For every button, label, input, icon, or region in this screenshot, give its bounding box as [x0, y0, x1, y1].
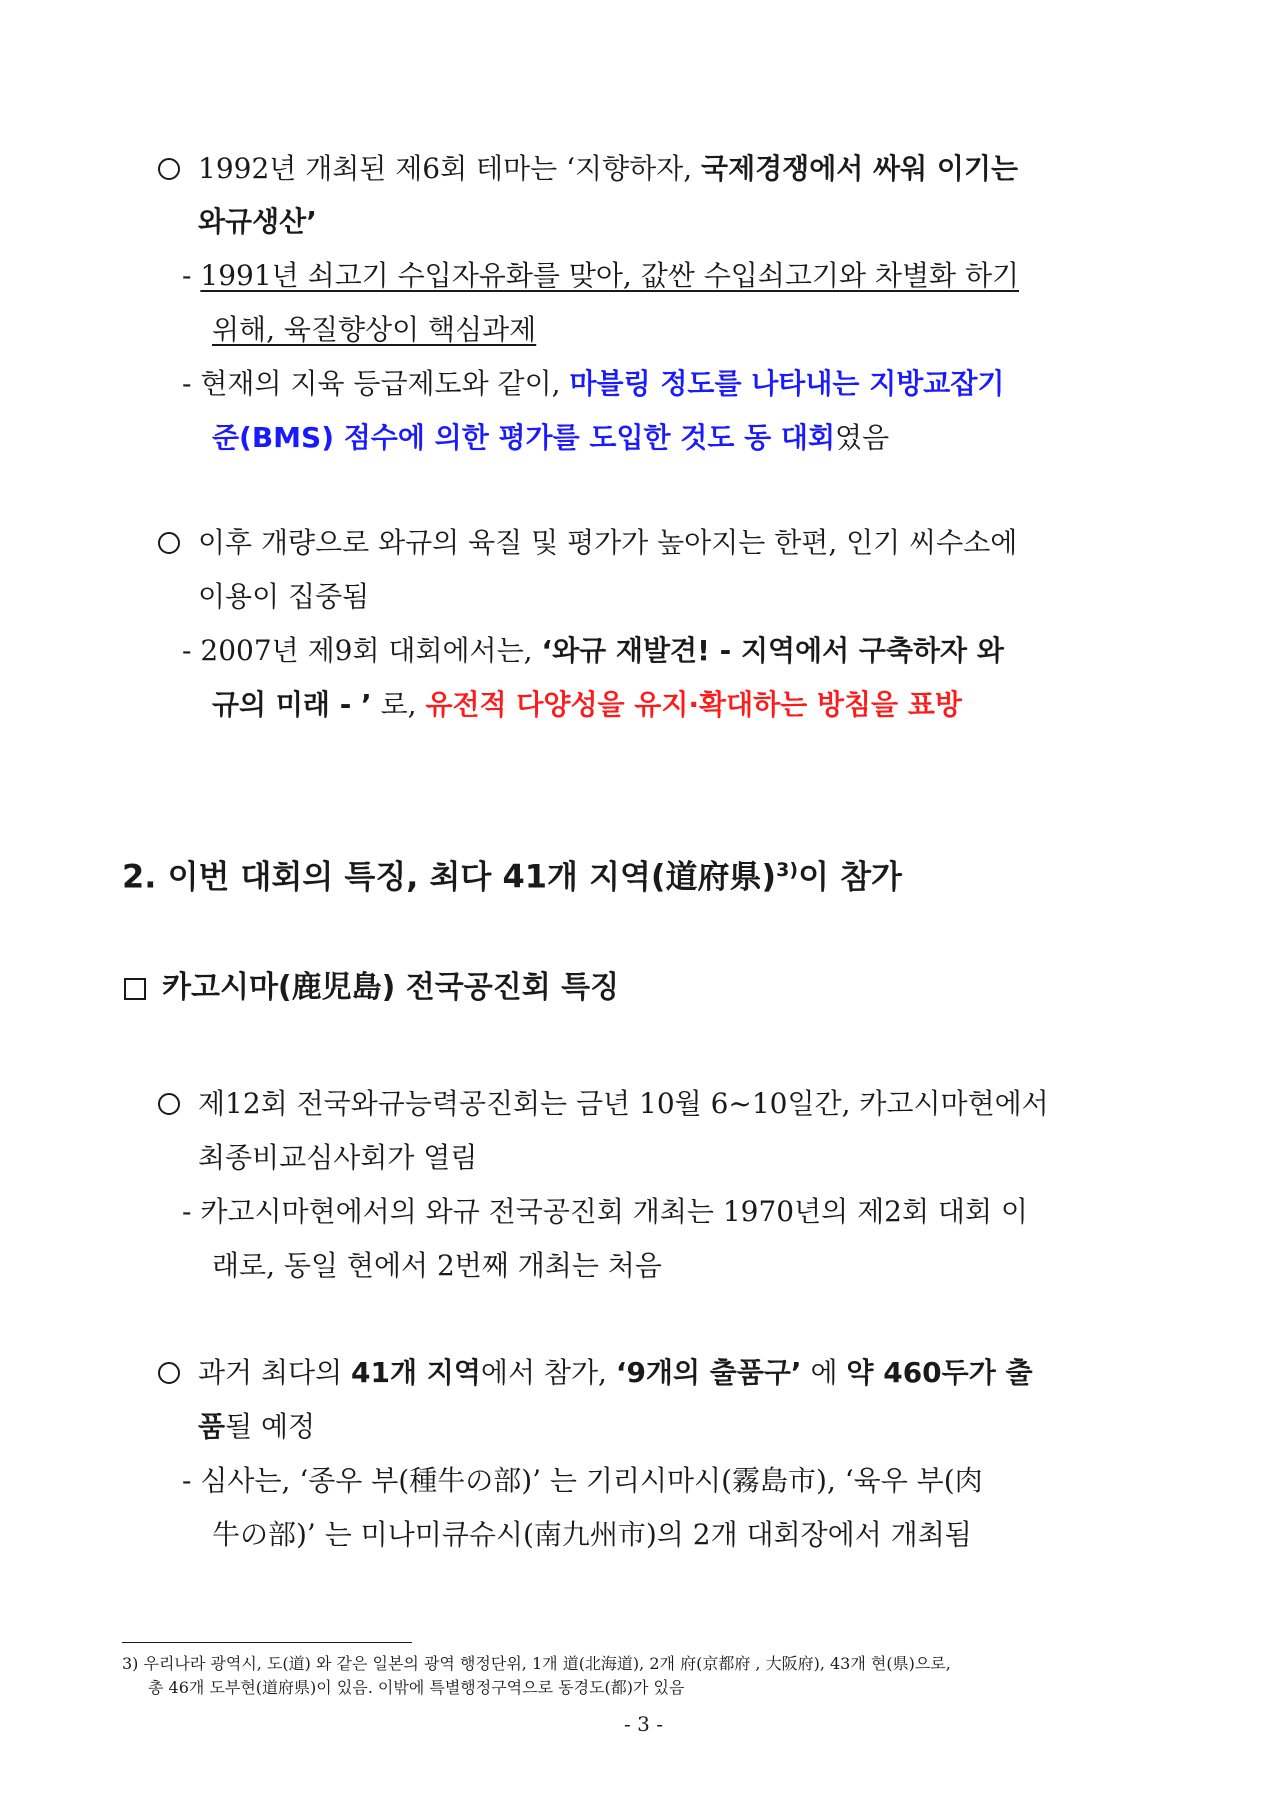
- dash-marker: -: [182, 1464, 201, 1497]
- footnote-divider: [122, 1642, 412, 1643]
- circle-bullet-icon: [158, 1362, 180, 1384]
- bullet-1992-theme-cont: 와규생산’: [198, 205, 317, 238]
- bullet-41-regions: 과거 최다의 41개 지역에서 참가, ‘9개의 출품구’ 에 약 460두가 출: [198, 1356, 1033, 1389]
- dash-judging-venues: - 심사는, ‘종우 부(種牛の部)’ 는 기리시마시(霧島市), ‘육우 부(肉: [182, 1464, 983, 1497]
- page-number: - 3 -: [624, 1712, 663, 1736]
- circle-bullet-icon: [158, 1093, 180, 1115]
- bullet-12th-competition: 제12회 전국와규능력공진회는 금년 10월 6~10일간, 카고시마현에서: [198, 1087, 1049, 1120]
- subsection-heading: 카고시마(鹿児島) 전국공진회 특징: [162, 970, 620, 1005]
- section-heading: 2. 이번 대회의 특징, 최다 41개 지역(道府県)$^{3)}$이 참가: [122, 857, 902, 896]
- dash-bms-evaluation-cont: 준(BMS) 점수에 의한 평가를 도입한 것도 동 대회였음: [212, 421, 890, 454]
- dash-bms-evaluation: - 현재의 지육 등급제도와 같이, 마블링 정도를 나타내는 지방교잡기: [182, 367, 1005, 400]
- bullet-breeding-concentration: 이후 개량으로 와규의 육질 및 평가가 높아지는 한편, 인기 씨수소에: [198, 526, 1018, 559]
- bullet-41-regions-cont: 품될 예정: [198, 1410, 316, 1443]
- footnote-line-1: 3) 우리나라 광역시, 도(道) 와 같은 일본의 광역 행정단위, 1개 道(北海道), 2개 府(京都府 , 大阪府), 43개 현(県)으로,: [122, 1654, 951, 1673]
- dash-marker: -: [182, 634, 201, 667]
- circle-bullet-icon: [158, 158, 180, 180]
- dash-marker: -: [182, 1195, 201, 1228]
- bullet-breeding-concentration-cont: 이용이 집중됨: [198, 580, 370, 613]
- dash-marker: -: [182, 259, 201, 292]
- dash-1991-liberalization-cont: 위해, 육질향상이 핵심과제: [212, 313, 537, 346]
- dash-marker: -: [182, 367, 201, 400]
- dash-2007-event: - 2007년 제9회 대회에서는, ‘와규 재발견! - 지역에서 구축하자 와: [182, 634, 1004, 667]
- dash-1991-liberalization: - 1991년 쇠고기 수입자유화를 맞아, 값싼 수입쇠고기와 차별화 하기: [182, 259, 1020, 292]
- bullet-12th-competition-cont: 최종비교심사회가 열림: [198, 1141, 478, 1174]
- dash-kagoshima-history-cont: 래로, 동일 현에서 2번째 개최는 처음: [212, 1249, 662, 1282]
- dash-2007-event-cont: 규의 미래 - ’ 로, 유전적 다양성을 유지·확대하는 방침을 표방: [212, 688, 962, 721]
- square-bullet-icon: [124, 978, 146, 1000]
- dash-judging-venues-cont: 牛の部)’ 는 미나미큐슈시(南九州市)의 2개 대회장에서 개최됨: [212, 1518, 972, 1551]
- circle-bullet-icon: [158, 532, 180, 554]
- footnote-line-2: 총 46개 도부현(道府県)이 있음. 이밖에 특별행정구역으로 동경도(都)가 있음: [148, 1678, 685, 1697]
- dash-kagoshima-history: - 카고시마현에서의 와규 전국공진회 개최는 1970년의 제2회 대회 이: [182, 1195, 1028, 1228]
- bullet-1992-theme: 1992년 개최된 제6회 테마는 ‘지향하자, 국제경쟁에서 싸워 이기는: [198, 152, 1019, 185]
